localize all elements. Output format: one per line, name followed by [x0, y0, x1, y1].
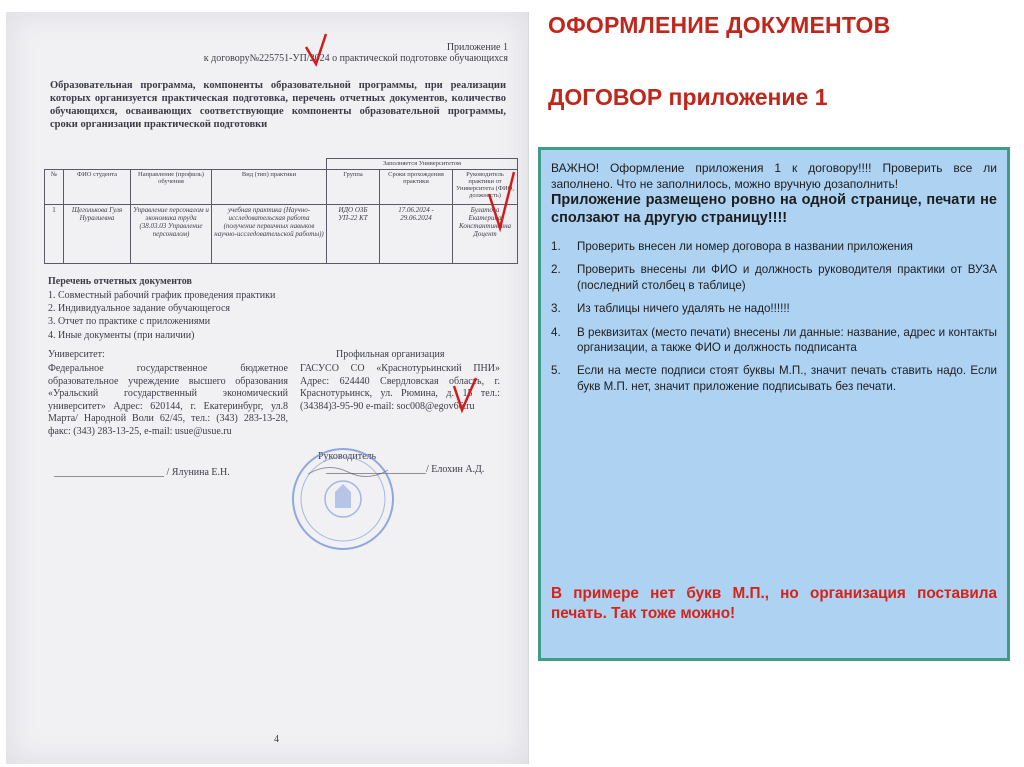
organization-signature-line: ____________________/ Елохин А.Д.	[326, 464, 485, 475]
instructions-panel	[538, 147, 1010, 661]
table-cell: Щеголькова Гуля Нуралиевна	[64, 205, 131, 264]
table-cell: Булатова Екатерина Константиновна Доцент	[453, 205, 518, 264]
list-item: 3. Из таблицы ничего удалять не надо!!!!!!	[551, 302, 790, 316]
list-item: 2. Проверить внесены ли ФИО и должность руководителя практики от ВУЗА (последний столбец в таблице)	[551, 263, 997, 292]
table-cell: учебная практика (Научно-исследовательская работа (получение первичных навыков научно-исследовательской работы))	[212, 205, 327, 264]
list-item: 3. Отчет по практике с приложениями	[48, 316, 211, 328]
table-cell: Управление персоналом и экономика труда (38.03.03 Управление персоналом)	[131, 205, 212, 264]
documents-list-title: Перечень отчетных документов	[48, 276, 192, 287]
list-item: 5. Если на месте подписи стоят буквы М.П., значит печать ставить надо. Если букв М.П. нет, значит приложение подписывать без печати.	[551, 364, 997, 393]
table-cell: 17.06.2024 - 29.06.2024	[380, 205, 453, 264]
list-item: 4. Иные документы (при наличии)	[48, 329, 195, 341]
university-signature-line: ______________________ / Ялунина Е.Н.	[54, 467, 230, 478]
table-header: Руководитель практики от Университета (ФИО, должность)	[453, 170, 518, 205]
list-item: 2. Индивидуальное задание обучающегося	[48, 303, 231, 315]
red-checkmarks-icon	[6, 12, 528, 764]
slide-title: ОФОРМЛЕНИЕ ДОКУМЕНТОВ	[548, 12, 891, 38]
contract-reference: к договору№225751-УП/2024 о практической подготовке обучающихся	[203, 53, 508, 64]
list-item: 4. В реквизитах (место печати) внесены ли данные: название, адрес и контакты организации, а также ФИО и должность подписанта	[551, 325, 997, 354]
scanned-document	[6, 12, 529, 764]
slide-subtitle: ДОГОВОР приложение 1	[548, 84, 828, 110]
table-group-header: Заполняется Университетом	[327, 159, 518, 170]
table-header: Группа	[327, 170, 380, 205]
page-number: 4	[274, 734, 279, 745]
organization-details: ГАСУСО СО «Краснотурьинский ПНИ» Адрес: 624440 Свердловская область, г. Краснотурьинск, ул. Рюмина, д. 15 тел.: (34384)3-95-90 e-mail: soc008@egov66.ru	[300, 363, 500, 412]
signatory-role: Руководитель	[318, 451, 377, 462]
university-details: Федеральное государственное бюджетное образовательное учреждение высшего образования «Уральский государственный экономический университет» Адрес: 620144, г. Екатеринбург, ул.8 Марта/ Народной Воли 62/45, тел.: (343) 283-13-28, факс: (343) 283-13-25, e-mail: usue@usue.ru	[48, 363, 288, 437]
table-header: ФИО студента	[64, 170, 131, 205]
organization-heading: Профильная организация	[336, 349, 445, 360]
appendix-number: Приложение 1	[446, 42, 508, 53]
list-item: 1. Совместный рабочий график проведения практики	[48, 290, 276, 301]
table-header: Сроки прохождения практики	[380, 170, 453, 205]
table-header: Вид (тип) практики	[212, 170, 327, 205]
document-title: Образовательная программа, компоненты образовательной программы, при реализации которых организуется практическая подготовка, перечень отчетных документов, количество обучающихся, осваивающих соответствующие компоненты образовательной программы, сроки организации практической подготовки	[50, 80, 506, 131]
emphasis-text: Приложение размещено ровно на одной странице, печати не сползают на другую страницу!!!!	[551, 192, 997, 226]
checklist	[551, 239, 997, 394]
table-cell: ИДО ОЗБ УП-22 КТ	[327, 205, 380, 264]
table-cell: 1	[45, 205, 64, 264]
table-header: №	[45, 170, 64, 205]
university-heading: Университет:	[48, 349, 105, 360]
example-note: В примере нет букв М.П., но организация поставила печать. Так тоже можно!	[551, 585, 997, 623]
table-header: Направление (профиль) обучения	[131, 170, 212, 205]
intro-text: ВАЖНО! Оформление приложения 1 к договору!!!! Проверить все ли заполнено. Что не заполнилось, можно вручную дозаполнить!	[551, 161, 997, 191]
list-item: 1. Проверить внесен ли номер договора в названии приложения	[551, 239, 913, 253]
